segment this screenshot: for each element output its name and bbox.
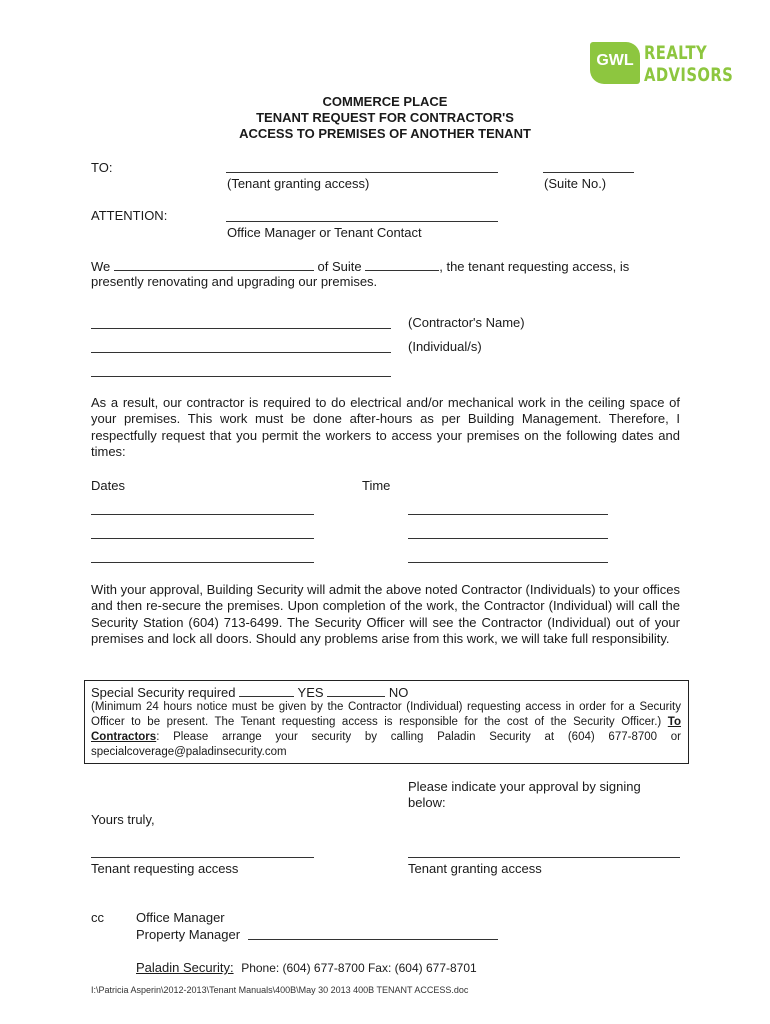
time-field-1[interactable]	[408, 514, 608, 515]
logo-word-advisors: ADVISORS	[644, 64, 734, 86]
dates-label: Dates	[91, 478, 125, 493]
title-line-2: TENANT REQUEST FOR CONTRACTOR'S	[256, 110, 514, 125]
cc-office-manager: Office Manager	[136, 910, 225, 925]
attention-field[interactable]	[226, 221, 498, 222]
to-granting-caption: (Tenant granting access)	[227, 176, 370, 191]
to-suite-caption: (Suite No.)	[544, 176, 607, 191]
we-tenant-field[interactable]	[114, 258, 314, 271]
approval-paragraph: With your approval, Building Security will admit the above noted Contractor (Individuals) to your offices and then re-secure the premises. Upon completion of the work, the Contractor (Individual) will call the Security Station (604) 713-6499. The Security Officer will see the Contractor (Individual) out of your premises and lock all doors. Should any problems arise from this work, we will take full responsibility.	[91, 582, 680, 646]
title-line-3: ACCESS TO PREMISES OF ANOTHER TENANT	[239, 126, 531, 141]
contractor-name-field[interactable]	[91, 328, 391, 329]
time-label: Time	[362, 478, 391, 493]
security-yes-field[interactable]	[239, 684, 294, 697]
of-suite-word: of Suite	[317, 259, 362, 274]
date-field-2[interactable]	[91, 538, 314, 539]
yours-truly: Yours truly,	[91, 812, 155, 827]
attention-label: ATTENTION:	[91, 208, 168, 223]
date-field-3[interactable]	[91, 562, 314, 563]
to-granting-field[interactable]	[226, 172, 498, 173]
security-note-text: (Minimum 24 hours notice must be given by the Contractor (Individual) requesting access in order for a Security Officer to be present. The Tenant requesting access is responsible for the cost of the Security Officer.)	[91, 701, 681, 728]
to-label: TO:	[91, 160, 113, 175]
to-suite-field[interactable]	[543, 172, 634, 173]
file-path-footer: I:\Patricia Asperin\2012-2013\Tenant Manuals\400B\May 30 2013 400B TENANT ACCESS.doc	[91, 985, 469, 995]
cc-property-manager: Property Manager	[136, 927, 241, 942]
attention-caption: Office Manager or Tenant Contact	[227, 225, 422, 240]
time-field-2[interactable]	[408, 538, 608, 539]
approval-line-2: below:	[408, 795, 446, 810]
special-security-box	[84, 680, 689, 764]
special-security-line	[91, 684, 408, 701]
title-line-1: COMMERCE PLACE	[322, 94, 448, 109]
logo-word-realty: REALTY	[644, 42, 708, 64]
gwl-logo-badge	[590, 42, 640, 84]
sign-granting-caption: Tenant granting access	[408, 861, 542, 876]
security-email[interactable]: specialcoverage@paladinsecurity.com	[91, 746, 287, 758]
we-suite-field[interactable]	[365, 258, 439, 271]
we-line-rest: , the tenant requesting access, is	[439, 259, 630, 274]
approval-line-1: Please indicate your approval by signing	[408, 779, 641, 794]
time-field-3[interactable]	[408, 562, 608, 563]
to-contractors-label: To Contractors	[91, 716, 681, 743]
security-yes-label: YES	[297, 685, 324, 700]
we-line-2: presently renovating and upgrading our premises.	[91, 274, 378, 289]
security-no-label: NO	[388, 685, 409, 700]
contractor-name-caption: (Contractor's Name)	[408, 315, 525, 330]
individual-field-1[interactable]	[91, 352, 391, 353]
date-field-1[interactable]	[91, 514, 314, 515]
request-paragraph: As a result, our contractor is required to do electrical and/or mechanical work in the ceiling space of your premises. This work must be done after-hours as per Building Management. Therefore, I respectfully request that you permit the workers to access your premises on the following dates and times:	[91, 395, 680, 459]
sign-granting-field[interactable]	[408, 857, 680, 858]
property-manager-field[interactable]	[248, 939, 498, 940]
security-note	[91, 700, 681, 760]
individual-field-2[interactable]	[91, 376, 391, 377]
logo-badge-text: GWL	[596, 52, 634, 69]
cc-label: cc	[91, 910, 104, 925]
paladin-phone: Phone: (604) 677-8700 Fax: (604) 677-8701	[241, 961, 477, 975]
special-security-label: Special Security required	[91, 685, 236, 700]
we-line	[91, 258, 629, 275]
paladin-line	[136, 960, 477, 976]
individual-caption: (Individual/s)	[408, 339, 482, 354]
paladin-label: Paladin Security:	[136, 960, 234, 975]
security-no-field[interactable]	[327, 684, 385, 697]
security-arrange-text: : Please arrange your security by calling Paladin Security at (604) 677-8700 or	[156, 731, 681, 743]
sign-requesting-caption: Tenant requesting access	[91, 861, 239, 876]
we-word: We	[91, 259, 111, 274]
sign-requesting-field[interactable]	[91, 857, 314, 858]
